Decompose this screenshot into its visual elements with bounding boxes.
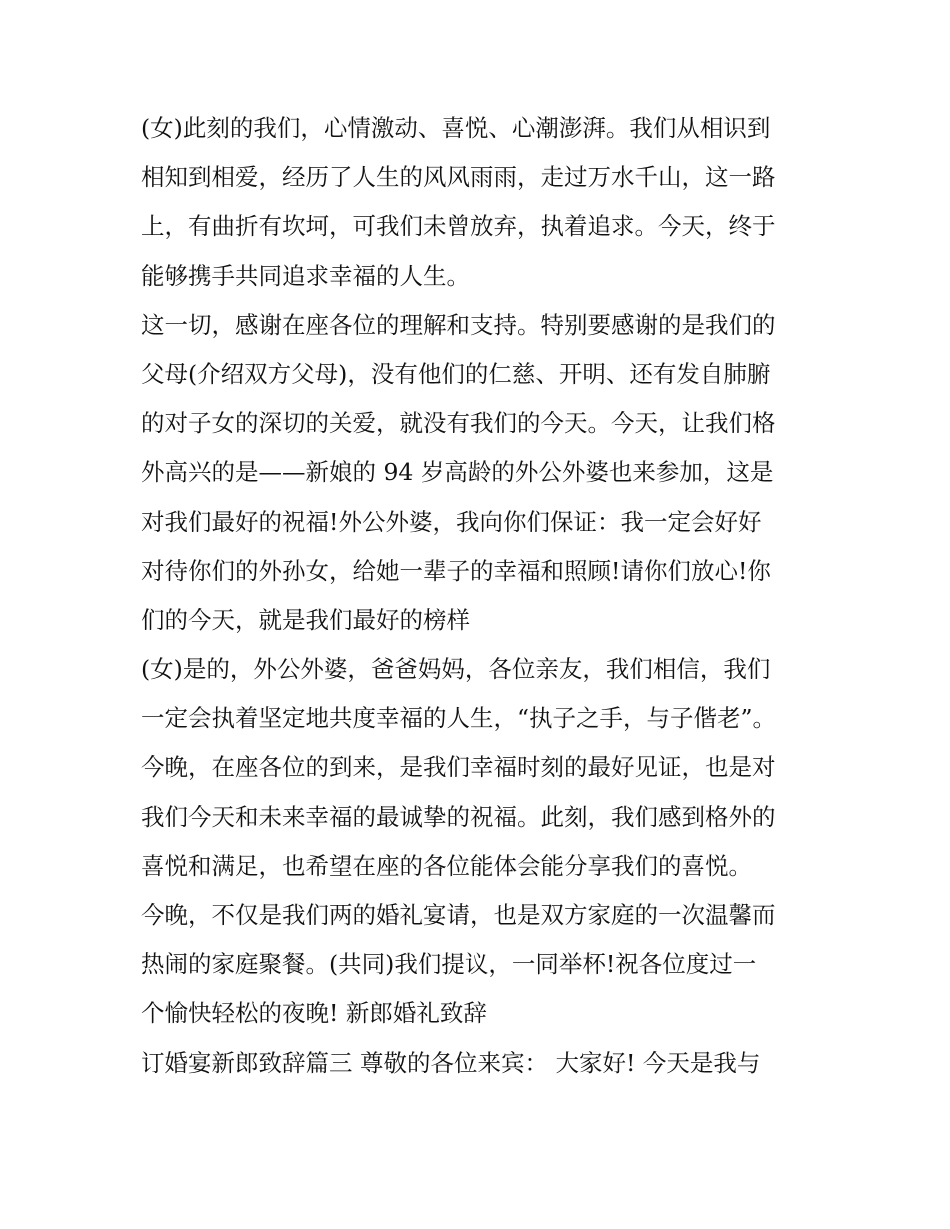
text-line: 个愉快轻松的夜晚! 新郎婚礼致辞 bbox=[141, 999, 487, 1028]
text-line: 对我们最好的祝福!外公外婆，我向你们保证：我一定会好好 bbox=[141, 507, 762, 536]
text-line: (女)是的，外公外婆，爸爸妈妈，各位亲友，我们相信，我们 bbox=[141, 655, 771, 684]
text-line: 今晚，不仅是我们两的婚礼宴请，也是双方家庭的一次温馨而 bbox=[141, 901, 776, 929]
text-line: 父母(介绍双方父母)，没有他们的仁慈、开明、还有发自肺腑 bbox=[141, 359, 771, 388]
text-line: 相知到相爱，经历了人生的风风雨雨，走过万水千山，这一路 bbox=[141, 163, 776, 192]
text-line: 对待你们的外孙女，给她一辈子的幸福和照顾!请你们放心!你 bbox=[141, 556, 771, 585]
text-line: 的对子女的深切的关爱，就没有我们的今天。今天，让我们格 bbox=[141, 409, 776, 438]
text-line: 订婚宴新郎致辞篇三 尊敬的各位来宾： 大家好! 今天是我与 bbox=[141, 1048, 761, 1077]
text-line: (女)此刻的我们，心情激动、喜悦、心潮澎湃。我们从相识到 bbox=[141, 114, 771, 142]
text-line: 热闹的家庭聚餐。(共同)我们提议，一同举杯!祝各位度过一 bbox=[141, 950, 757, 979]
text-line: 上，有曲折有坎坷，可我们未曾放弃，执着追求。今天，终于 bbox=[141, 212, 776, 241]
text-line: 这一切，感谢在座各位的理解和支持。特别要感谢的是我们的 bbox=[141, 310, 776, 339]
text-line: 今晚，在座各位的到来，是我们幸福时刻的最好见证，也是对 bbox=[141, 753, 776, 782]
text-line: 喜悦和满足，也希望在座的各位能体会能分享我们的喜悦。 bbox=[141, 851, 752, 880]
text-line: 能够携手共同追求幸福的人生。 bbox=[141, 261, 470, 290]
body-text bbox=[141, 110, 821, 1082]
text-line: 一定会执着坚定地共度幸福的人生，“执子之手，与子偕老”。 bbox=[141, 704, 777, 733]
text-line: 外高兴的是——新娘的 94 岁高龄的外公外婆也来参加，这是 bbox=[141, 458, 774, 487]
text-line: 我们今天和未来幸福的最诚挚的祝福。此刻，我们感到格外的 bbox=[141, 802, 776, 831]
text-line: 们的今天，就是我们最好的榜样 bbox=[141, 605, 470, 634]
